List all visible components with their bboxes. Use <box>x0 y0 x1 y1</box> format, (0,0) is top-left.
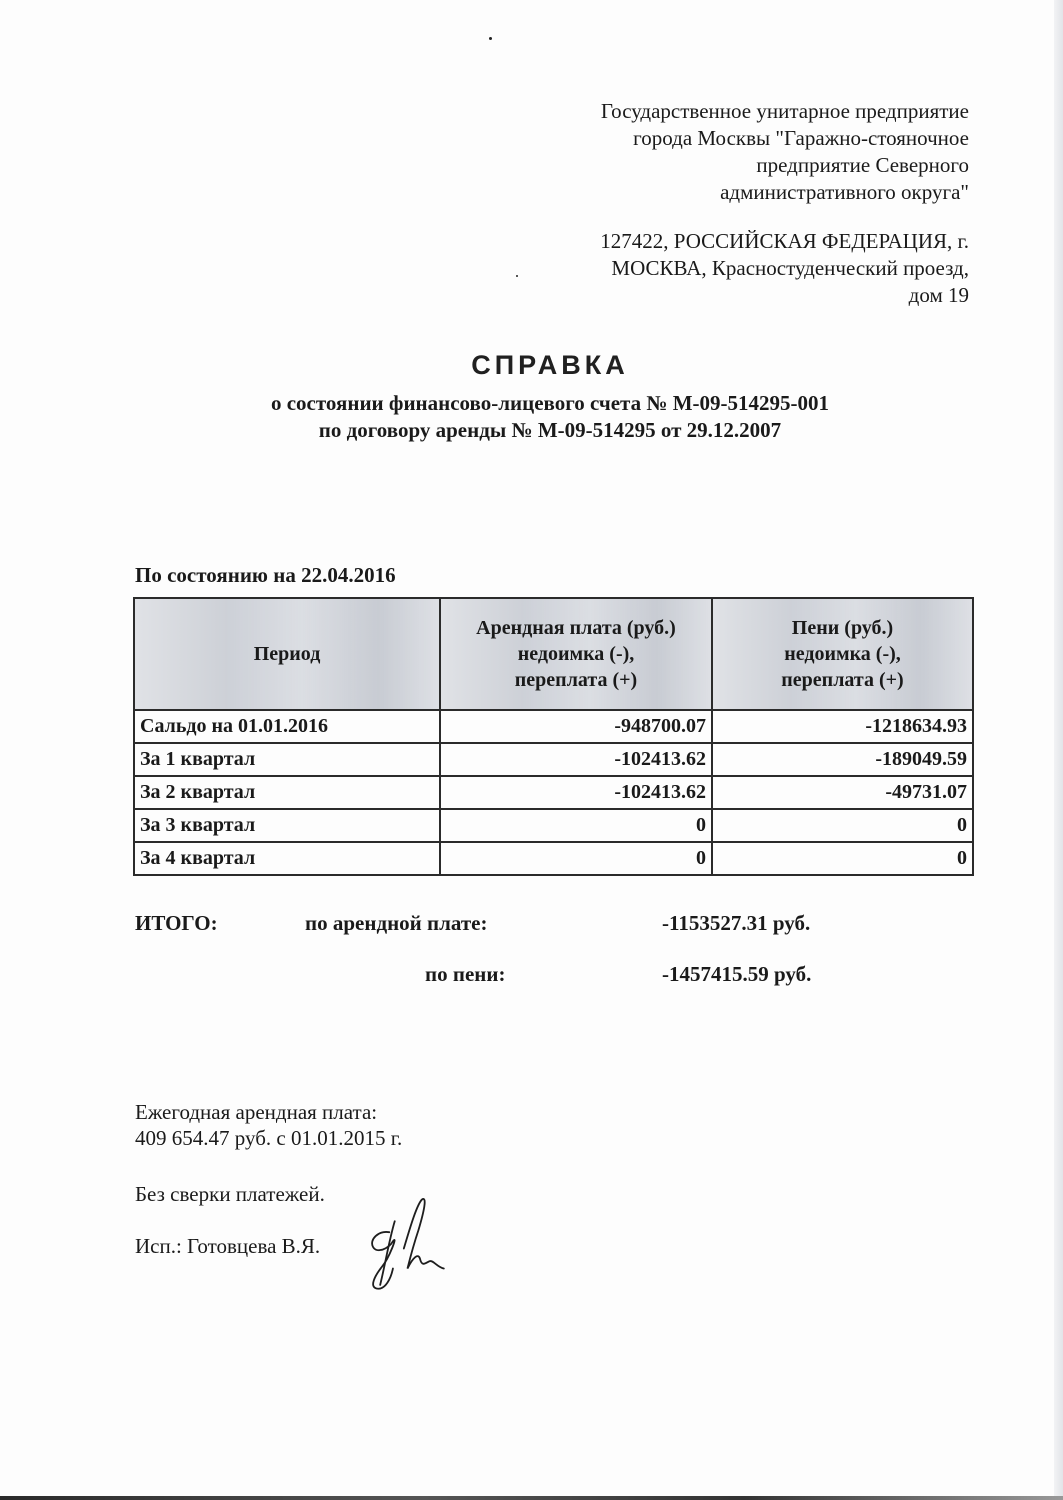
header-rent-line: переплата (+) <box>514 669 638 691</box>
document-subtitle-account: о состоянии финансово-лицевого счета № М-09-514295-001 <box>270 391 830 415</box>
document-subtitle-contract: по договору аренды № М-09-514295 от 29.12.2007 <box>318 418 782 442</box>
total-rent-value: -1153527.31 руб. <box>662 911 811 935</box>
cell-penalty: -1218634.93 <box>712 710 973 743</box>
as-of-date: По состоянию на 22.04.2016 <box>135 563 396 587</box>
scan-edge-right <box>1054 0 1063 1500</box>
signature-image <box>362 1192 462 1296</box>
cell-period: За 4 квартал <box>134 842 440 875</box>
header-rent-line: Арендная плата (руб.) <box>476 617 676 639</box>
header-penalty-line: Пени (руб.) <box>791 617 894 639</box>
cell-period: За 2 квартал <box>134 776 440 809</box>
document-title: СПРАВКА <box>471 350 629 380</box>
cell-penalty: 0 <box>712 809 973 842</box>
cell-rent: 0 <box>440 809 712 842</box>
cell-rent: -102413.62 <box>440 776 712 809</box>
annual-rent-label: Ежегодная арендная плата: <box>135 1100 378 1124</box>
cell-rent: -948700.07 <box>440 710 712 743</box>
table-header-row <box>134 598 973 710</box>
cell-penalty: 0 <box>712 842 973 875</box>
cell-period: За 3 квартал <box>134 809 440 842</box>
organization-address <box>499 228 969 309</box>
cell-rent: 0 <box>440 842 712 875</box>
annual-rent-value: 409 654.47 руб. с 01.01.2015 г. <box>135 1126 403 1150</box>
header-penalty-line: недоимка (-), <box>784 643 901 665</box>
address-line: МОСКВА, Краснoстуденческий проезд, <box>611 256 969 280</box>
cell-period: За 1 квартал <box>134 743 440 776</box>
org-line: города Москвы "Гаражно-стояночное <box>633 126 969 150</box>
total-rent-label: по арендной плате: <box>305 911 488 935</box>
table-row <box>134 842 973 875</box>
table-row <box>134 710 973 743</box>
account-table <box>133 597 974 876</box>
executor-name: Исп.: Готовцева В.Я. <box>135 1234 321 1258</box>
scan-speck <box>489 37 492 40</box>
header-penalty <box>712 598 973 710</box>
address-line: дом 19 <box>908 283 969 307</box>
address-line: 127422, РОССИЙСКАЯ ФЕДЕРАЦИЯ, г. <box>600 229 969 253</box>
org-line: Государственное унитарное предприятие <box>600 99 969 123</box>
total-penalty-value: -1457415.59 руб. <box>662 962 812 986</box>
totals-label: ИТОГО: <box>135 911 218 935</box>
cell-rent: -102413.62 <box>440 743 712 776</box>
header-rent <box>440 598 712 710</box>
table-row <box>134 743 973 776</box>
cell-penalty: -189049.59 <box>712 743 973 776</box>
scan-edge-bottom <box>0 1496 1063 1500</box>
no-reconciliation-note: Без сверки платежей. <box>135 1182 325 1206</box>
table-row <box>134 809 973 842</box>
table-row <box>134 776 973 809</box>
header-period: Период <box>134 598 440 710</box>
org-line: предприятие Северного <box>756 153 969 177</box>
total-penalty-label: по пени: <box>425 962 506 986</box>
organization-name <box>499 98 969 206</box>
cell-penalty: -49731.07 <box>712 776 973 809</box>
header-penalty-line: переплата (+) <box>781 669 904 691</box>
header-rent-line: недоимка (-), <box>517 643 635 665</box>
cell-period: Сальдо на 01.01.2016 <box>134 710 440 743</box>
org-line: административного округа" <box>720 180 969 204</box>
